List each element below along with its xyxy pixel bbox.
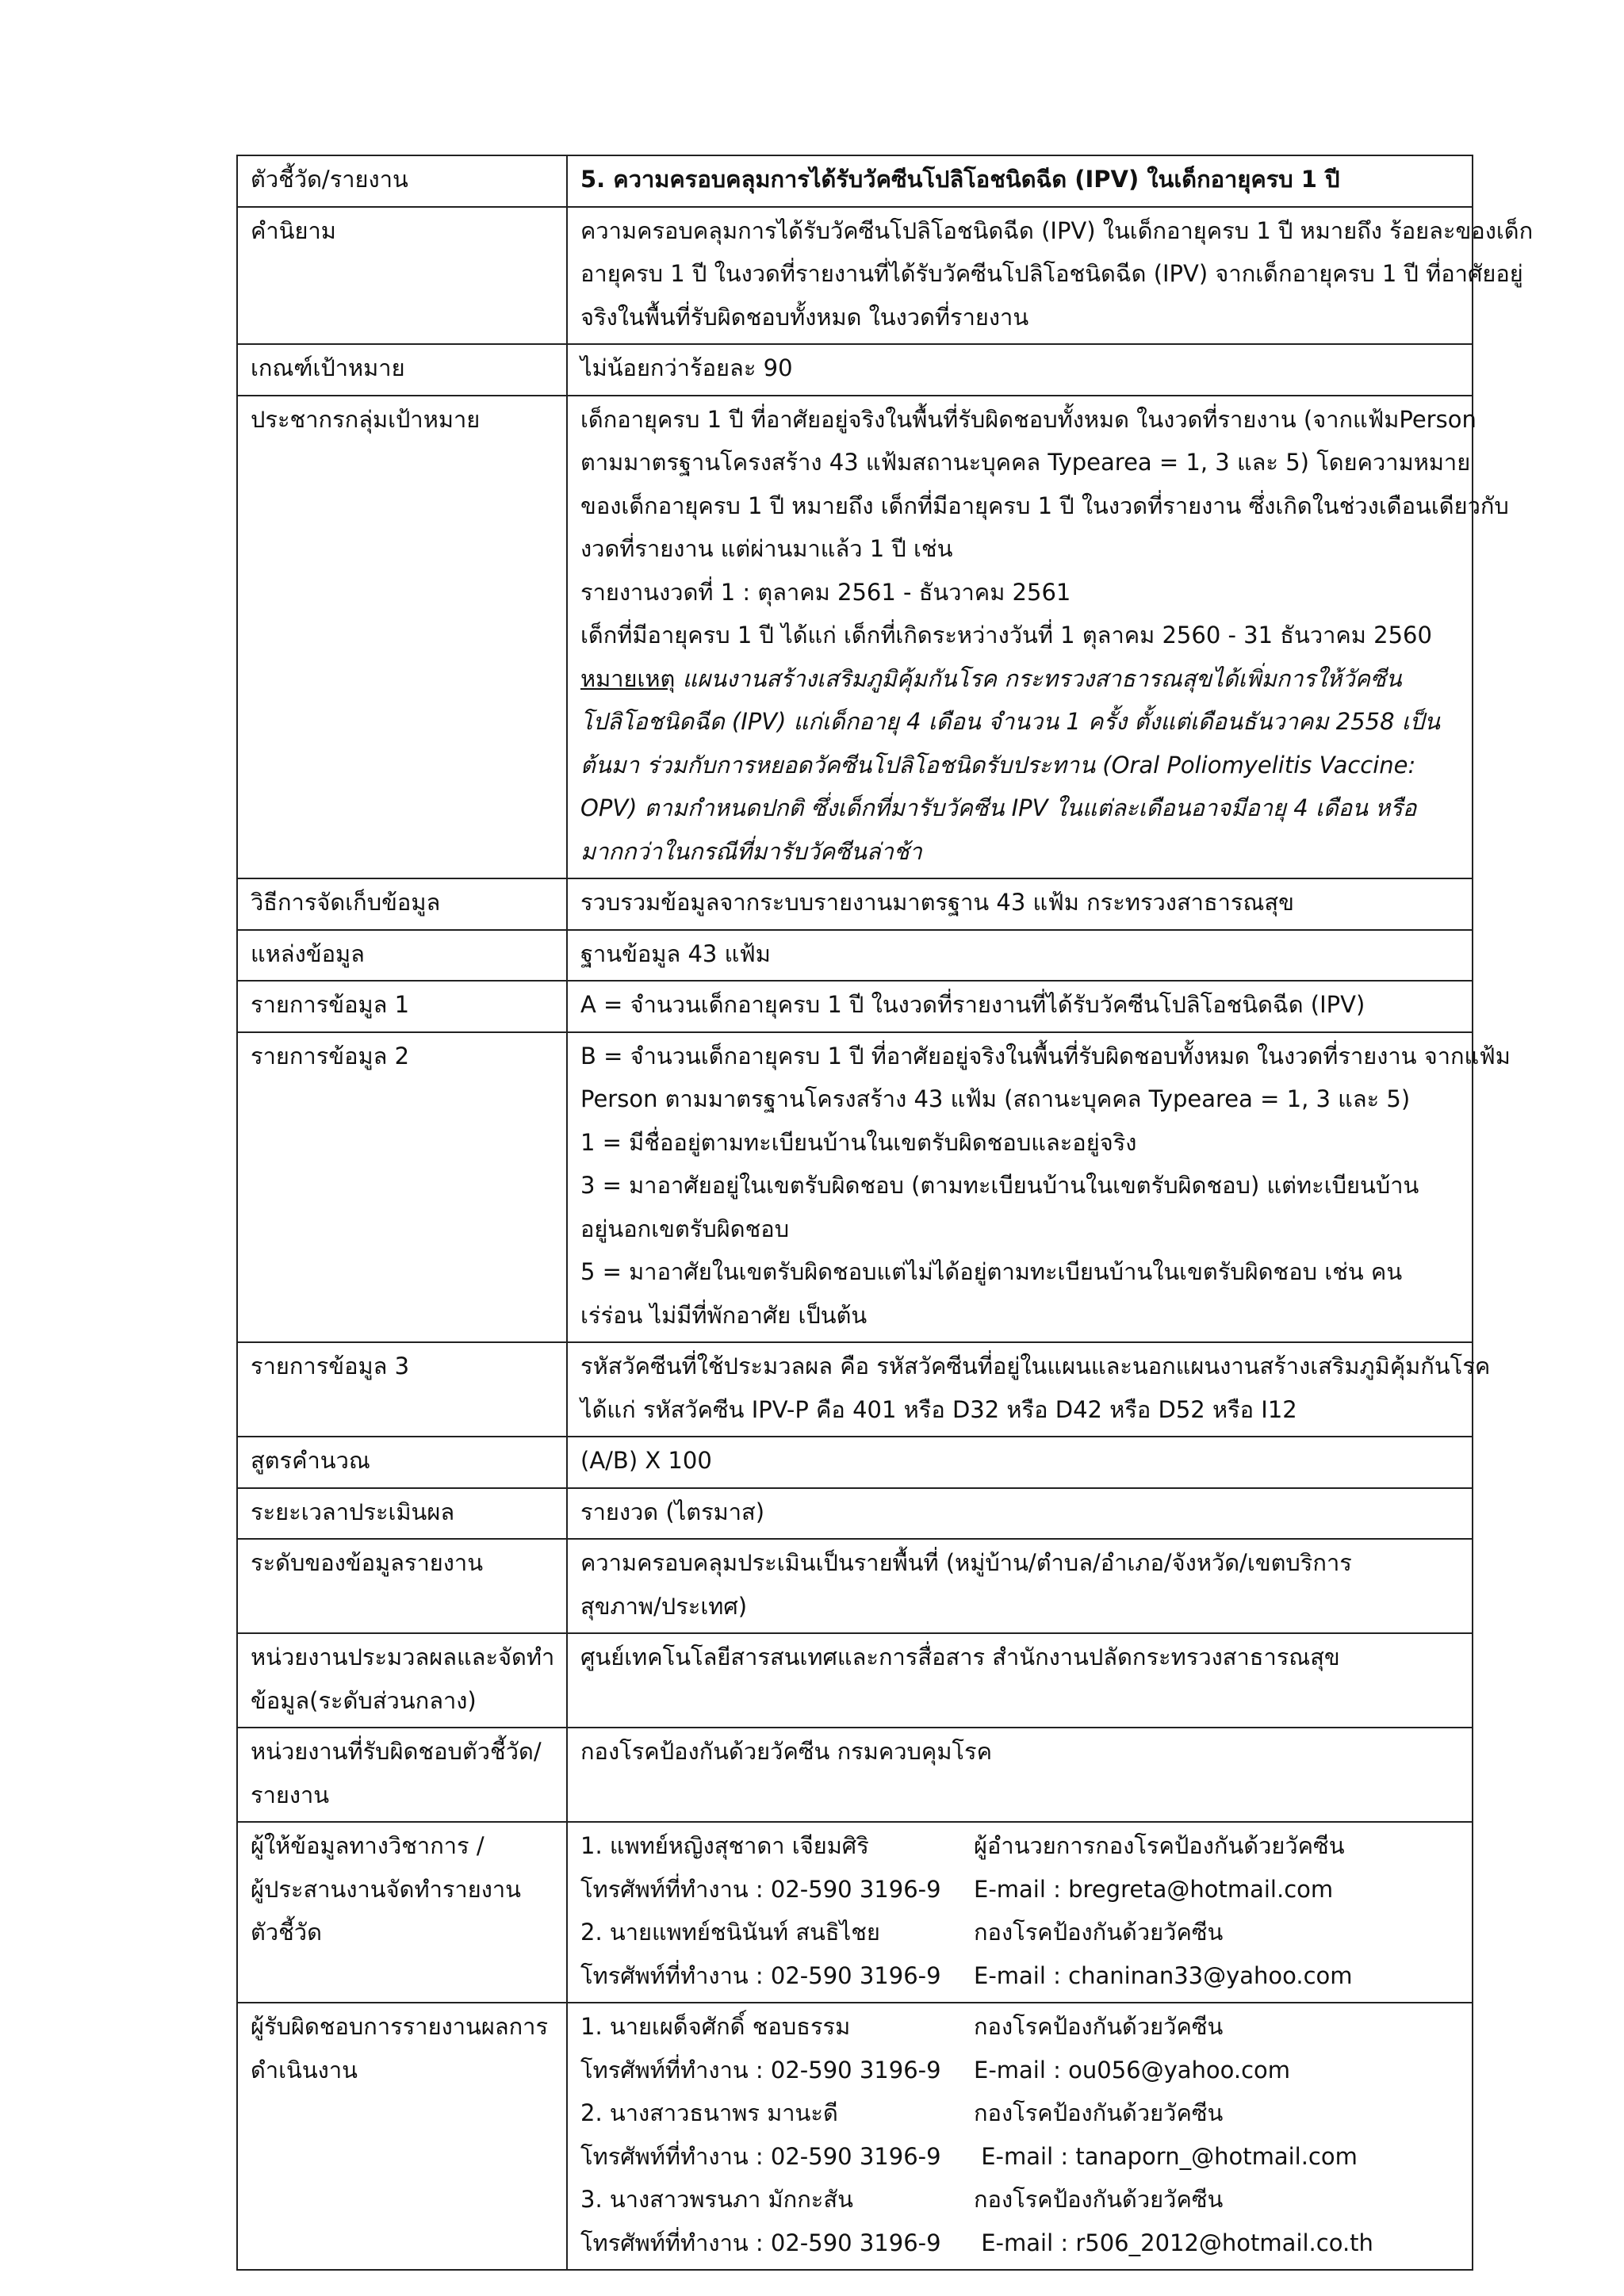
population-line: เด็กที่มีอายุครบ 1 ปี ได้แก่ เด็กที่เกิดระหว่างวันที่ 1 ตุลาคม 2560 - 31 ธันวาคม 2560 bbox=[580, 622, 1432, 649]
label-academic bbox=[237, 1822, 567, 2003]
population-line: งวดที่รายงาน แต่ผ่านมาแล้ว 1 ปี เช่น bbox=[580, 535, 953, 562]
label-period: ระยะเวลาประเมินผล bbox=[237, 1488, 567, 1540]
row-target bbox=[237, 344, 1473, 396]
row-responsible bbox=[237, 1728, 1473, 1822]
label-line: ข้อมูล(ระดับส่วนกลาง) bbox=[251, 1686, 477, 1714]
row-indicator bbox=[237, 155, 1473, 207]
contact-name: 2. นางสาวธนาพร มานะดี bbox=[580, 2099, 838, 2126]
contact-name: 3. นางสาวพรนภา มักกะสัน bbox=[580, 2186, 853, 2213]
label-definition: คำนิยาม bbox=[237, 207, 567, 345]
population-line: รายงานงวดที่ 1 : ตุลาคม 2561 - ธันวาคม 2561 bbox=[580, 578, 1071, 606]
definition-line: อายุครบ 1 ปี ในงวดที่รายงานที่ได้รับวัคซีนโปลิโอชนิดฉีด (IPV) จากเด็กอายุครบ 1 ปี ที่อาศัยอยู่ bbox=[580, 260, 1523, 287]
row-processor bbox=[237, 1633, 1473, 1728]
method-value: รวบรวมข้อมูลจากระบบรายงานมาตรฐาน 43 แฟ้ม กระทรวงสาธารณสุข bbox=[567, 878, 1473, 930]
contact-org: กองโรคป้องกันด้วยวัคซีน bbox=[974, 1919, 1224, 1946]
population-note-line: ต้นมา ร่วมกับการหยอดวัคซีนโปลิโอชนิดรับประทาน (Oral Poliomyelitis Vaccine: bbox=[580, 751, 1416, 779]
data2-line: เร่ร่อน ไม่มีที่พักอาศัย เป็นต้น bbox=[580, 1301, 868, 1329]
label-line: หน่วยงานประมวลผลและจัดทำ bbox=[251, 1644, 555, 1670]
indicator-spec-table bbox=[236, 155, 1534, 2271]
label-data3: รายการข้อมูล 3 bbox=[237, 1342, 567, 1437]
reporter-contacts bbox=[567, 2003, 1473, 2270]
label-formula: สูตรคำนวณ bbox=[237, 1437, 567, 1488]
contact-email: E-mail : chaninan33@yahoo.com bbox=[974, 1961, 1353, 1989]
contact-line bbox=[580, 2091, 1462, 2135]
row-formula bbox=[237, 1437, 1473, 1488]
data2-line: 1 = มีชื่ออยู่ตามทะเบียนบ้านในเขตรับผิดชอบและอยู่จริง bbox=[580, 1128, 1137, 1156]
row-data2 bbox=[237, 1032, 1473, 1343]
contact-line bbox=[580, 1824, 1462, 1868]
row-data1 bbox=[237, 981, 1473, 1032]
label-processor bbox=[237, 1633, 567, 1728]
row-definition bbox=[237, 207, 1473, 345]
population-text bbox=[567, 396, 1509, 879]
contact-phone: โทรศัพท์ที่ทำงาน : 02-590 3196-9 bbox=[580, 2056, 941, 2084]
label-indicator: ตัวชี้วัด/รายงาน bbox=[237, 155, 567, 207]
contact-phone: โทรศัพท์ที่ทำงาน : 02-590 3196-9 bbox=[580, 2229, 941, 2256]
contact-line bbox=[580, 1868, 1462, 1911]
definition-line: จริงในพื้นที่รับผิดชอบทั้งหมด ในงวดที่รายงาน bbox=[580, 303, 1029, 331]
label-responsible bbox=[237, 1728, 567, 1822]
responsible-value: กองโรคป้องกันด้วยวัคซีน กรมควบคุมโรค bbox=[567, 1728, 1473, 1822]
contact-line bbox=[580, 2221, 1462, 2265]
label-data1: รายการข้อมูล 1 bbox=[237, 981, 567, 1032]
data3-text bbox=[567, 1342, 1491, 1437]
note-text: แผนงานสร้างเสริมภูมิคุ้มกันโรค กระทรวงสาธารณสุขได้เพิ่มการให้วัคซีน bbox=[675, 664, 1402, 692]
target-value: ไม่น้อยกว่าร้อยละ 90 bbox=[567, 344, 1473, 396]
data3-line: รหัสวัคซีนที่ใช้ประมวลผล คือ รหัสวัคซีนที่อยู่ในแผนและนอกแผนงานสร้างเสริมภูมิคุ้มกันโรค bbox=[580, 1353, 1491, 1380]
label-line: หน่วยงานที่รับผิดชอบตัวชี้วัด/ bbox=[251, 1738, 542, 1765]
contact-line bbox=[580, 2005, 1462, 2049]
processor-value: ศูนย์เทคโนโลยีสารสนเทศและการสื่อสาร สำนักงานปลัดกระทรวงสาธารณสุข bbox=[567, 1633, 1473, 1728]
row-population bbox=[237, 396, 1473, 879]
data2-line: B = จำนวนเด็กอายุครบ 1 ปี ที่อาศัยอยู่จริงในพื้นที่รับผิดชอบทั้งหมด ในงวดที่รายงาน จากแฟ้ม bbox=[580, 1042, 1511, 1070]
row-data3 bbox=[237, 1342, 1473, 1437]
contact-org: กองโรคป้องกันด้วยวัคซีน bbox=[974, 2099, 1224, 2126]
contact-org: กองโรคป้องกันด้วยวัคซีน bbox=[974, 2186, 1224, 2213]
row-academic bbox=[237, 1822, 1473, 2003]
row-reporter bbox=[237, 2003, 1473, 2270]
label-line: ผู้ประสานงานจัดทำรายงาน bbox=[251, 1875, 521, 1903]
label-line: ตัวชี้วัด bbox=[251, 1919, 322, 1946]
label-population: ประชากรกลุ่มเป้าหมาย bbox=[237, 396, 567, 879]
contact-line bbox=[580, 1954, 1462, 1998]
data2-line: 5 = มาอาศัยในเขตรับผิดชอบแต่ไม่ได้อยู่ตามทะเบียนบ้านในเขตรับผิดชอบ เช่น คน bbox=[580, 1258, 1403, 1285]
label-line: ผู้รับผิดชอบการรายงานผลการ bbox=[251, 2013, 549, 2040]
period-value: รายงวด (ไตรมาส) bbox=[567, 1488, 1473, 1540]
definition-line: ความครอบคลุมการได้รับวัคซีนโปลิโอชนิดฉีด (IPV) ในเด็กอายุครบ 1 ปี หมายถึง ร้อยละของเด็ก bbox=[580, 216, 1534, 244]
source-value: ฐานข้อมูล 43 แฟ้ม bbox=[567, 930, 1473, 982]
population-line: ตามมาตรฐานโครงสร้าง 43 แฟ้มสถานะบุคคล Typearea = 1, 3 และ 5) โดยความหมาย bbox=[580, 449, 1471, 476]
contact-name: 2. นายแพทย์ชนินันท์ สนธิไชย bbox=[580, 1919, 880, 1946]
row-method bbox=[237, 878, 1473, 930]
label-source: แหล่งข้อมูล bbox=[237, 930, 567, 982]
population-note-line: โปลิโอชนิดฉีด (IPV) แก่เด็กอายุ 4 เดือน จำนวน 1 ครั้ง ตั้งแต่เดือนธันวาคม 2558 เป็น bbox=[580, 708, 1440, 735]
label-data2: รายการข้อมูล 2 bbox=[237, 1032, 567, 1343]
data2-line: Person ตามมาตรฐานโครงสร้าง 43 แฟ้ม (สถานะบุคคล Typearea = 1, 3 และ 5) bbox=[580, 1085, 1411, 1112]
population-note-line: OPV) ตามกำหนดปกติ ซึ่งเด็กที่มารับวัคซีน IPV ในแต่ละเดือนอาจมีอายุ 4 เดือน หรือ bbox=[580, 794, 1417, 821]
level-text bbox=[567, 1539, 1473, 1633]
contact-line bbox=[580, 1911, 1462, 1954]
definition-text bbox=[567, 207, 1534, 345]
formula-value: (A/B) X 100 bbox=[567, 1437, 1473, 1488]
contact-name: 1. แพทย์หญิงสุชาดา เจียมศิริ bbox=[580, 1832, 869, 1859]
contact-phone: โทรศัพท์ที่ทำงาน : 02-590 3196-9 bbox=[580, 1875, 941, 1903]
label-line: ดำเนินงาน bbox=[251, 2056, 358, 2084]
data2-line: 3 = มาอาศัยอยู่ในเขตรับผิดชอบ (ตามทะเบียนบ้านในเขตรับผิดชอบ) แต่ทะเบียนบ้าน bbox=[580, 1172, 1419, 1199]
row-source bbox=[237, 930, 1473, 982]
contact-email: E-mail : r506_2012@hotmail.co.th bbox=[974, 2229, 1373, 2256]
contact-line bbox=[580, 2135, 1462, 2179]
data2-line: อยู่นอกเขตรับผิดชอบ bbox=[580, 1215, 790, 1242]
level-line: สุขภาพ/ประเทศ) bbox=[580, 1592, 748, 1620]
contact-org: กองโรคป้องกันด้วยวัคซีน bbox=[974, 2013, 1224, 2040]
label-target: เกณฑ์เป้าหมาย bbox=[237, 344, 567, 396]
academic-contacts bbox=[567, 1822, 1473, 2003]
label-method: วิธีการจัดเก็บข้อมูล bbox=[237, 878, 567, 930]
label-level: ระดับของข้อมูลรายงาน bbox=[237, 1539, 567, 1633]
population-line: เด็กอายุครบ 1 ปี ที่อาศัยอยู่จริงในพื้นที่รับผิดชอบทั้งหมด ในงวดที่รายงาน (จากแฟ้มPerson bbox=[580, 405, 1477, 433]
indicator-title: 5. ความครอบคลุมการได้รับวัคซีนโปลิโอชนิดฉีด (IPV) ในเด็กอายุครบ 1 ปี bbox=[567, 155, 1473, 207]
data3-line: ได้แก่ รหัสวัคซีน IPV-P คือ 401 หรือ D32 หรือ D42 หรือ D52 หรือ I12 bbox=[580, 1395, 1297, 1423]
row-period bbox=[237, 1488, 1473, 1540]
contact-email: E-mail : ou056@yahoo.com bbox=[974, 2056, 1291, 2084]
contact-phone: โทรศัพท์ที่ทำงาน : 02-590 3196-9 bbox=[580, 1961, 941, 1989]
label-line: ผู้ให้ข้อมูลทางวิชาการ / bbox=[251, 1832, 485, 1859]
population-note-line: มากกว่าในกรณีที่มารับวัคซีนล่าช้า bbox=[580, 837, 922, 865]
contact-phone: โทรศัพท์ที่ทำงาน : 02-590 3196-9 bbox=[580, 2142, 941, 2170]
contact-email: E-mail : bregreta@hotmail.com bbox=[974, 1875, 1334, 1903]
data2-text bbox=[567, 1032, 1511, 1343]
label-reporter bbox=[237, 2003, 567, 2270]
level-line: ความครอบคลุมประเมินเป็นรายพื้นที่ (หมู่บ้าน/ตำบล/อำเภอ/จังหวัด/เขตบริการ bbox=[580, 1549, 1352, 1576]
contact-line bbox=[580, 2049, 1462, 2092]
population-line: ของเด็กอายุครบ 1 ปี หมายถึง เด็กที่มีอายุครบ 1 ปี ในงวดที่รายงาน ซึ่งเกิดในช่วงเดือนเดียวกับ bbox=[580, 492, 1509, 519]
contact-org: ผู้อำนวยการกองโรคป้องกันด้วยวัคซีน bbox=[974, 1832, 1345, 1859]
note-label: หมายเหตุ bbox=[580, 664, 676, 692]
label-line: รายงาน bbox=[251, 1781, 330, 1808]
contact-line bbox=[580, 2178, 1462, 2221]
population-note-line bbox=[580, 657, 1462, 701]
data1-value: A = จำนวนเด็กอายุครบ 1 ปี ในงวดที่รายงานที่ได้รับวัคซีนโปลิโอชนิดฉีด (IPV) bbox=[567, 981, 1473, 1032]
contact-email: E-mail : tanaporn_@hotmail.com bbox=[974, 2142, 1358, 2170]
contact-name: 1. นายเผด็จศักดิ์ ชอบธรรม bbox=[580, 2013, 851, 2040]
row-level bbox=[237, 1539, 1473, 1633]
